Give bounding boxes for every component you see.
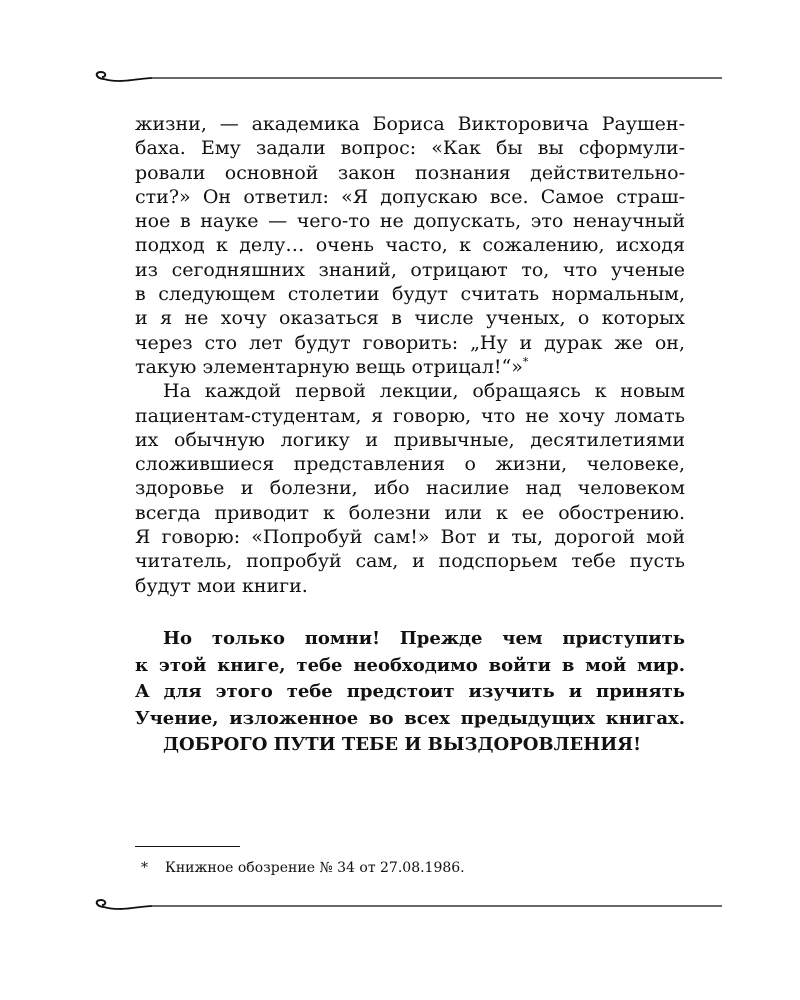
emphasis-line: А для этого тебе предстоит изучить и принять bbox=[135, 681, 685, 702]
body-line: жизни, — академика Бориса Викторовича Раушен- bbox=[135, 113, 685, 135]
body-line: ное в науке — чего-то не допускать, это ненаучный bbox=[135, 210, 685, 233]
body-line: в следующем столетии будут считать нормальным, bbox=[135, 283, 685, 306]
closing-wish: ДОБРОГО ПУТИ ТЕБЕ И ВЫЗДОРОВЛЕНИЯ! bbox=[163, 734, 642, 755]
footer-ornament bbox=[90, 896, 722, 916]
emphasis-paragraph bbox=[135, 626, 685, 759]
header-ornament bbox=[90, 68, 722, 88]
body-line: такую элементарную вещь отрицал!“» bbox=[135, 355, 523, 378]
footnote-divider bbox=[135, 846, 240, 847]
emphasis-line: Учение, изложенное во всех предыдущих книгах. bbox=[135, 707, 685, 729]
body-line: здоровье и болезни, ибо насилие над человеком bbox=[135, 477, 685, 500]
paragraph-start-line: На каждой первой лекции, обращаясь к новым bbox=[163, 380, 685, 403]
body-line: пациентам-студентам, я говорю, что не хочу ломать bbox=[135, 404, 685, 427]
body-line: баха. Ему задали вопрос: «Как бы вы сформули- bbox=[135, 137, 685, 160]
body-line: из сегодняшних знаний, отрицают то, что ученые bbox=[135, 258, 685, 281]
body-line: будут мои книги. bbox=[135, 574, 308, 597]
body-line: подход к делу… очень часто, к сожалению, исходя bbox=[135, 234, 685, 257]
body-line: читатель, попробуй сам, и подспорьем тебе пусть bbox=[135, 550, 685, 573]
body-line: всегда приводит к болезни или к ее обострению. bbox=[135, 501, 685, 524]
emphasis-line: Но только помни! Прежде чем приступить bbox=[163, 628, 685, 649]
body-line: сложившиеся представления о жизни, человеке, bbox=[135, 453, 685, 476]
body-line: их обычную логику и привычные, десятилетиями bbox=[135, 428, 685, 451]
body-line: ровали основной закон познания действительно- bbox=[135, 161, 685, 184]
footnote-reference: * bbox=[522, 355, 529, 369]
body-text bbox=[135, 112, 685, 598]
body-line: и я не хочу оказаться в числе ученых, о которых bbox=[135, 307, 685, 330]
footnote-mark: * bbox=[141, 860, 148, 876]
footnote-text: Книжное обозрение № 34 от 27.08.1986. bbox=[165, 860, 465, 876]
footnote bbox=[135, 859, 695, 877]
body-line-with-footnote bbox=[135, 355, 685, 379]
emphasis-line: к этой книге, тебе необходимо войти в мой мир. bbox=[135, 654, 685, 676]
body-line: через сто лет будут говорить: „Ну и дурак же он, bbox=[135, 331, 685, 354]
body-line: сти?» Он ответил: «Я допускаю все. Самое страш- bbox=[135, 185, 685, 208]
body-line: Я говорю: «Попробуй сам!» Вот и ты, дорогой мой bbox=[135, 526, 685, 549]
